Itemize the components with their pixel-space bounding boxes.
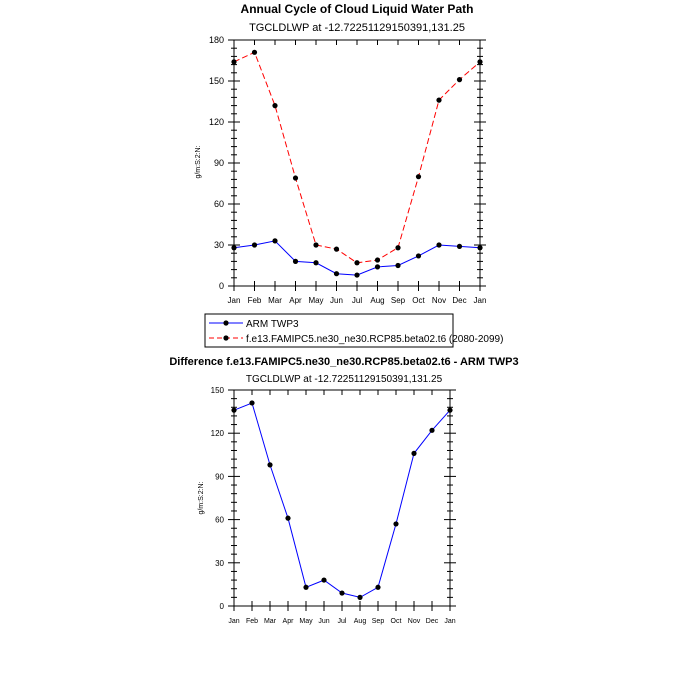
chart2-ylabel: g/m:S:2:N: xyxy=(198,481,205,515)
c2-ytick-label: 30 xyxy=(215,558,224,568)
c1-xtick-label: Jun xyxy=(330,296,343,305)
c1-series-0-point xyxy=(477,245,482,250)
c1-ytick-label: 90 xyxy=(213,158,224,168)
c1-series-1-point xyxy=(477,59,482,64)
c2-xtick-label: Sep xyxy=(371,618,385,625)
c1-series-1-point xyxy=(436,98,441,103)
c2-ytick-label: 60 xyxy=(215,515,224,525)
c2-ytick-label: 0 xyxy=(219,602,224,611)
chart1-plot-frame xyxy=(234,40,480,286)
c1-series-0-point xyxy=(457,244,462,249)
c1-series-0-point xyxy=(416,253,421,258)
c1-series-1-line xyxy=(234,52,480,262)
c1-series-1-point xyxy=(272,103,277,108)
c1-series-0-point xyxy=(395,263,400,268)
c1-series-1-point xyxy=(231,59,236,64)
c1-ytick-label: 150 xyxy=(208,76,224,86)
c2-ytick-label: 90 xyxy=(215,472,224,482)
c1-series-1-point xyxy=(395,245,400,250)
legend-marker-arm xyxy=(223,320,228,325)
c2-xtick-label: Jan xyxy=(228,618,240,625)
c2-series-0-point xyxy=(357,595,362,600)
c1-series-0-point xyxy=(293,259,298,264)
c2-series-0-point xyxy=(375,585,380,590)
c2-ytick-label: 150 xyxy=(210,386,224,395)
c1-ytick-label: 0 xyxy=(218,281,224,291)
c1-xtick-label: Aug xyxy=(370,296,385,305)
c2-series-0-point xyxy=(285,516,290,521)
c1-series-1-point xyxy=(416,174,421,179)
c2-series-0-point xyxy=(339,590,344,595)
c2-series-0-point xyxy=(303,585,308,590)
c1-ytick-label: 30 xyxy=(213,240,224,250)
c1-series-1-point xyxy=(252,50,257,55)
chart1-legend xyxy=(205,314,503,347)
c1-series-0-point xyxy=(231,245,236,250)
legend-label-model: f.e13.FAMIPC5.ne30_ne30.RCP85.beta02.t6 (2080-2099) xyxy=(246,334,504,345)
c1-xtick-label: Dec xyxy=(452,296,467,305)
c2-series-0-point xyxy=(447,408,452,413)
c2-xtick-label: Nov xyxy=(407,618,421,625)
chart1-title: Annual Cycle of Cloud Liquid Water Path xyxy=(240,2,474,16)
c2-xtick-label: Jul xyxy=(337,618,347,625)
c1-series-1-point xyxy=(293,175,298,180)
chart2-plot-frame xyxy=(234,390,450,606)
c2-xtick-label: Apr xyxy=(282,618,294,625)
c1-xtick-label: Mar xyxy=(268,296,282,305)
chart2-axis-ticks xyxy=(211,386,456,625)
chart2-title: Difference f.e13.FAMIPC5.ne30_ne30.RCP85.beta02.t6 - ARM TWP3 xyxy=(169,356,519,368)
c1-xtick-label: Jul xyxy=(351,296,363,305)
c2-series-0-point xyxy=(249,400,254,405)
c1-xtick-label: Jan xyxy=(473,296,487,305)
annual-cycle-chart xyxy=(195,2,486,305)
difference-chart xyxy=(169,356,518,625)
chart1-subtitle: TGCLDLWP at -12.72251129150391,131.25 xyxy=(249,22,465,34)
c2-series-0-point xyxy=(429,428,434,433)
c2-xtick-label: May xyxy=(299,618,313,625)
c1-series-0-point xyxy=(354,272,359,277)
legend-marker-model xyxy=(223,335,228,340)
chart1-ylabel: g/m:S:2:N: xyxy=(195,145,202,179)
c2-xtick-label: Jun xyxy=(318,618,330,625)
c2-xtick-label: Aug xyxy=(353,618,367,625)
c2-series-0-point xyxy=(393,521,398,526)
c1-xtick-label: Nov xyxy=(431,296,447,305)
c1-xtick-label: Feb xyxy=(247,296,262,305)
c1-series-1-point xyxy=(375,257,380,262)
c1-series-0-line xyxy=(234,241,480,275)
c1-series-0-point xyxy=(272,238,277,243)
c2-series-0-point xyxy=(321,577,326,582)
c1-xtick-label: May xyxy=(308,296,324,305)
c1-series-0-point xyxy=(375,264,380,269)
c1-xtick-label: Jan xyxy=(227,296,241,305)
c1-series-0-point xyxy=(252,242,257,247)
c1-xtick-label: Sep xyxy=(390,296,406,305)
c1-ytick-label: 60 xyxy=(213,199,224,209)
c1-series-1-point xyxy=(334,247,339,252)
c2-series-0-point xyxy=(411,451,416,456)
c1-series-0-point xyxy=(313,260,318,265)
c2-xtick-label: Mar xyxy=(263,618,277,625)
c1-xtick-label: Apr xyxy=(289,296,302,305)
chart2-series-group xyxy=(231,400,452,600)
c2-series-0-line xyxy=(234,403,450,597)
legend-label-arm: ARM TWP3 xyxy=(246,319,299,330)
c1-series-1-point xyxy=(313,242,318,247)
c2-series-0-point xyxy=(231,408,236,413)
c2-xtick-label: Dec xyxy=(425,618,439,625)
c1-ytick-label: 120 xyxy=(208,117,224,127)
c1-series-1-point xyxy=(354,260,359,265)
chart2-subtitle: TGCLDLWP at -12.72251129150391,131.25 xyxy=(245,374,443,385)
c1-series-0-point xyxy=(436,242,441,247)
chart1-series-group xyxy=(231,50,482,278)
c2-ytick-label: 120 xyxy=(210,429,224,439)
c1-xtick-label: Oct xyxy=(412,296,425,305)
chart1-axis-ticks xyxy=(209,35,486,305)
c1-ytick-label: 180 xyxy=(208,35,224,45)
c2-xtick-label: Jan xyxy=(444,618,456,625)
c1-series-0-point xyxy=(334,271,339,276)
c2-xtick-label: Oct xyxy=(390,618,402,625)
c2-series-0-point xyxy=(267,462,272,467)
c1-series-1-point xyxy=(457,77,462,82)
c2-xtick-label: Feb xyxy=(245,618,259,625)
